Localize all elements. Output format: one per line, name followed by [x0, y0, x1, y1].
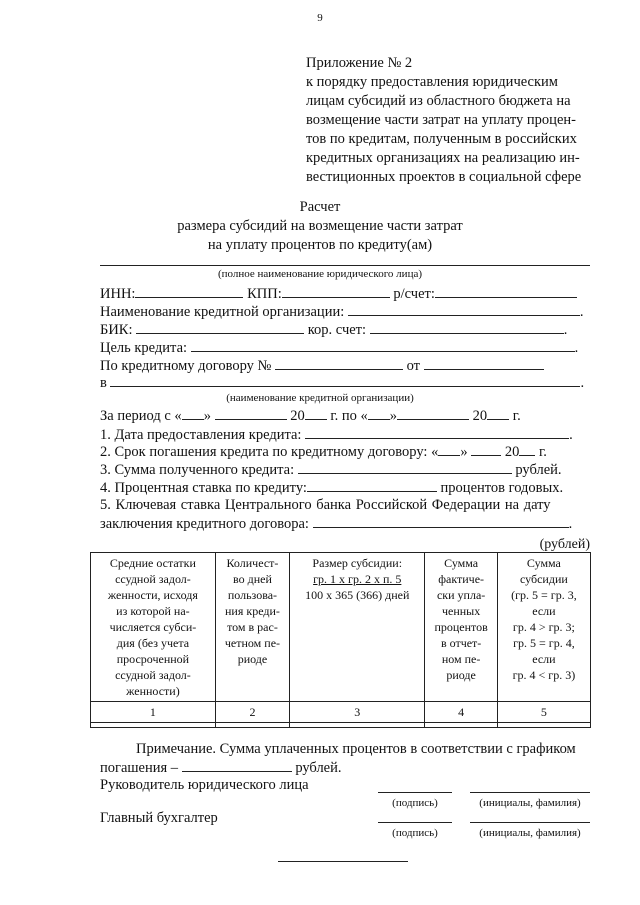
inn-field[interactable] — [135, 285, 243, 298]
kpp-label: КПП: — [247, 286, 282, 302]
document-title: Расчет — [299, 199, 341, 215]
period-year-prefix: 20 — [472, 408, 488, 424]
note-row — [100, 759, 342, 777]
appendix-line: возмещение части затрат на уплату процен- — [306, 112, 576, 128]
header-text: Размер субсидии: — [312, 556, 403, 570]
header-col3 — [290, 553, 425, 702]
header-text: гр. 4 < гр. 3) — [512, 668, 576, 682]
period-to-year-field[interactable] — [487, 407, 509, 420]
item2-label: 2. Срок погашения кредита по кредитному договору: « — [100, 444, 439, 460]
item2-year-field[interactable] — [519, 443, 535, 456]
formula-denominator: 100 х 365 (366) дней — [305, 588, 410, 602]
header-text: процентов — [434, 620, 488, 634]
item4-row — [100, 479, 563, 497]
period-from-day-field[interactable] — [182, 407, 204, 420]
inn-kpp-row — [100, 285, 577, 303]
head-signature-label: Руководитель юридического лица — [100, 777, 309, 793]
document-subtitle-line1: размера субсидий на возмещение части затрат — [177, 218, 463, 234]
credit-purpose-field[interactable] — [191, 339, 575, 352]
bank-name-row: Наименование кредитной организации: . — [100, 304, 584, 320]
item4-label: 4. Процентная ставка по кредиту: — [100, 480, 307, 496]
column-number: 1 — [91, 702, 216, 723]
header-text: Количест- — [226, 556, 279, 570]
period-to-month-field[interactable] — [397, 407, 469, 420]
corr-account-label: кор. счет: — [307, 322, 367, 338]
item5-field[interactable] — [313, 515, 569, 528]
header-text: гр. 5 = гр. 4, — [513, 636, 575, 650]
item2-quote: » — [460, 444, 468, 460]
column-number-row — [91, 702, 591, 723]
data-cell[interactable] — [215, 723, 289, 728]
header-text: ченных — [441, 604, 481, 618]
item1-label: 1. Дата предоставления кредита: — [100, 427, 302, 443]
entity-name-field[interactable] — [100, 265, 590, 266]
item2-month-field[interactable] — [471, 443, 501, 456]
header-col1 — [91, 553, 216, 702]
contract-from-label: от — [406, 358, 421, 374]
item2-day-field[interactable] — [438, 443, 460, 456]
contract-date-field[interactable] — [424, 357, 544, 370]
note-label: погашения – — [100, 760, 179, 776]
table-header-row — [91, 553, 591, 702]
data-cell[interactable] — [425, 723, 497, 728]
header-text: женности, исходя — [107, 588, 198, 602]
header-text: если — [532, 652, 556, 666]
accountant-signature-field[interactable] — [378, 822, 452, 823]
header-text: четном пе- — [224, 636, 281, 650]
entity-name-caption: (полное наименование юридического лица) — [217, 268, 422, 280]
page-number: 9 — [317, 12, 323, 24]
header-text: Средние остатки — [109, 556, 196, 570]
accountant-name-field[interactable] — [470, 822, 590, 823]
item5-line1: 5. Ключевая ставка Центрального банка Российской Федерации на дату — [100, 497, 551, 513]
header-text: фактиче- — [438, 572, 485, 586]
header-text: женности) — [126, 684, 180, 698]
header-text: просроченной — [116, 652, 190, 666]
appendix-line: вестиционных проектов в социальной сфере — [306, 169, 582, 185]
data-cell[interactable] — [290, 723, 425, 728]
corr-account-field[interactable] — [370, 321, 564, 334]
header-text: ски упла- — [436, 588, 486, 602]
bank-name-field[interactable] — [348, 303, 580, 316]
bank-in-label: в — [100, 375, 107, 391]
header-text: Сумма — [444, 556, 479, 570]
period-quote: » — [389, 408, 398, 424]
item3-field[interactable] — [298, 461, 512, 474]
appendix-title: Приложение № 2 — [306, 55, 413, 71]
note-line1: Примечание. Сумма уплаченных процентов в соответствии с графиком — [136, 741, 576, 757]
inn-label: ИНН: — [100, 286, 136, 302]
item2-row — [100, 443, 547, 461]
account-field[interactable] — [435, 285, 577, 298]
header-text: риоде — [446, 668, 476, 682]
header-text: из которой на- — [116, 604, 190, 618]
item5-label: заключения кредитного договора: — [100, 516, 309, 532]
period-from-year-field[interactable] — [305, 407, 327, 420]
bik-label: БИК: — [100, 322, 133, 338]
header-text: во дней — [233, 572, 272, 586]
header-text: если — [532, 604, 556, 618]
accountant-signature-caption: (подпись) — [392, 827, 438, 839]
item1-field[interactable] — [305, 426, 569, 439]
column-number: 3 — [290, 702, 425, 723]
column-number: 2 — [215, 702, 289, 723]
item4-field[interactable] — [307, 479, 437, 492]
period-year-suffix: г. — [512, 408, 521, 424]
header-text: ссудной задол- — [115, 572, 191, 586]
bik-field[interactable] — [136, 321, 304, 334]
appendix-line: лицам субсидий из областного бюджета на — [306, 93, 571, 109]
note-unit: рублей. — [295, 760, 342, 776]
period-row — [100, 407, 521, 425]
period-to-day-field[interactable] — [368, 407, 390, 420]
period-from-month-field[interactable] — [215, 407, 287, 420]
bank-row: в . — [100, 375, 585, 391]
credit-purpose-row: Цель кредита: . — [100, 340, 579, 356]
kpp-field[interactable] — [282, 285, 390, 298]
period-year-prefix: 20 — [290, 408, 305, 424]
column-number: 5 — [497, 702, 590, 723]
header-col4 — [425, 553, 497, 702]
header-text: числяется субси- — [109, 620, 197, 634]
end-rule — [278, 861, 408, 862]
header-col5 — [497, 553, 590, 702]
period-to-prefix: г. по « — [330, 408, 368, 424]
header-text: риоде — [237, 652, 268, 666]
head-signature-field[interactable] — [378, 792, 452, 793]
head-name-field[interactable] — [470, 792, 590, 793]
header-text: ния креди- — [225, 604, 280, 618]
header-text: том в рас- — [227, 620, 278, 634]
header-text: (гр. 5 = гр. 3, — [511, 588, 577, 602]
document-subtitle-line2: на уплату процентов по кредиту(ам) — [207, 237, 433, 253]
appendix-line: кредитных организациях на реализацию ин- — [306, 150, 580, 166]
head-signature-caption: (подпись) — [392, 797, 438, 809]
accountant-name-caption: (инициалы, фамилия) — [479, 827, 581, 839]
item3-label: 3. Сумма полученного кредита: — [100, 462, 295, 478]
column-number: 4 — [425, 702, 497, 723]
table-unit: (рублей) — [539, 537, 590, 552]
header-text: гр. 4 > гр. 3; — [512, 620, 575, 634]
item4-unit: процентов годовых. — [440, 480, 564, 496]
bank-name-label: Наименование кредитной организации: — [100, 304, 345, 320]
formula-numerator: гр. 1 х гр. 2 х п. 5 — [313, 572, 402, 586]
appendix-block — [306, 54, 606, 187]
header-text: Сумма — [526, 556, 561, 570]
header-text: в отчет- — [440, 636, 482, 650]
account-label: р/счет: — [393, 286, 435, 302]
head-name-caption: (инициалы, фамилия) — [479, 797, 581, 809]
note-amount-field[interactable] — [182, 759, 292, 772]
bank-caption: (наименование кредитной организации) — [226, 392, 414, 404]
header-text: дия (без учета — [116, 636, 190, 650]
item3-unit: рублей. — [515, 462, 562, 478]
header-text: субсидии — [519, 572, 568, 586]
header-text: пользова- — [227, 588, 278, 602]
item2-year-suffix: г. — [538, 444, 547, 460]
appendix-line: к порядку предоставления юридическим — [306, 74, 558, 90]
data-cell[interactable] — [91, 723, 216, 728]
header-col2 — [215, 553, 289, 702]
period-quote: » — [203, 408, 211, 424]
item3-row — [100, 461, 562, 479]
credit-purpose-label: Цель кредита: — [100, 340, 188, 356]
item1-row: 1. Дата предоставления кредита: . — [100, 427, 573, 443]
item5-row: заключения кредитного договора: . — [100, 516, 573, 532]
accountant-signature-label: Главный бухгалтер — [100, 810, 218, 826]
bik-row: БИК: кор. счет: . — [100, 322, 568, 338]
subsidy-table — [90, 552, 591, 728]
header-text: ссудной задол- — [115, 668, 191, 682]
appendix-line: тов по кредитам, полученным в российских — [306, 131, 577, 147]
header-text: ном пе- — [441, 652, 481, 666]
contract-row — [100, 357, 544, 375]
bank-field[interactable] — [110, 374, 580, 387]
period-from-prefix: За период с « — [100, 408, 182, 424]
contract-number-field[interactable] — [275, 357, 403, 370]
contract-label: По кредитному договору № — [100, 358, 272, 374]
data-row — [91, 723, 591, 728]
data-cell[interactable] — [497, 723, 590, 728]
item2-year-prefix: 20 — [504, 444, 520, 460]
